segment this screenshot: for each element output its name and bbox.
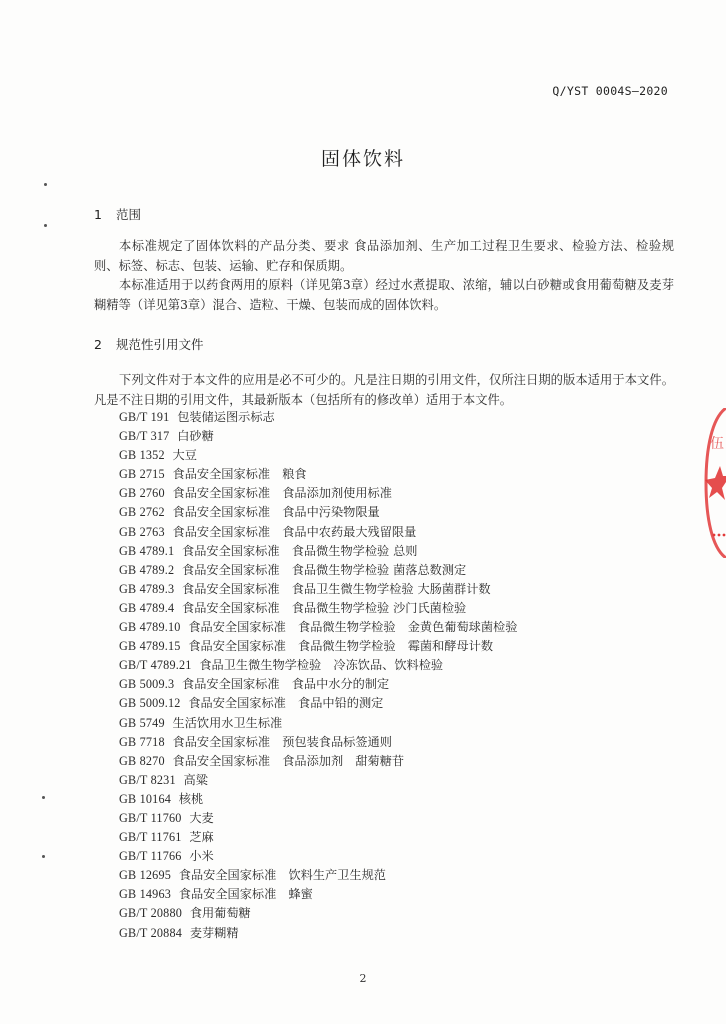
- page-number: 2: [359, 972, 367, 985]
- reference-title: 食品安全国家标准 食品微生物学检验 总则: [182, 543, 418, 558]
- reference-title: 食品安全国家标准 饮料生产卫生规范: [178, 868, 386, 883]
- scan-speck: [44, 224, 47, 227]
- section-number: 1: [94, 207, 102, 222]
- reference-title: 食品安全国家标准 粮食: [172, 467, 307, 482]
- reference-code: GB 4789.1: [119, 543, 175, 558]
- reference-separator: [165, 467, 173, 481]
- reference-code: GB/T 191: [119, 410, 170, 424]
- reference-item: [119, 427, 517, 446]
- reference-separator: [182, 906, 190, 920]
- reference-code: GB 2760: [119, 486, 165, 501]
- reference-item: [119, 580, 517, 599]
- reference-code: GB 7718: [119, 734, 165, 749]
- reference-separator: [165, 525, 173, 539]
- scope-paragraph-1: 本标准规定了固体饮料的产品分类、要求 食品添加剂、生产加工过程卫生要求、检验方法、检验规则、标签、标志、包装、运输、贮存和保质期。: [94, 239, 674, 273]
- reference-item: [119, 847, 517, 866]
- reference-code: GB 14963: [119, 887, 172, 902]
- section-title: 规范性引用文件: [116, 337, 204, 352]
- reference-separator: [176, 773, 184, 787]
- reference-code: GB 4789.2: [119, 562, 175, 577]
- reference-item: [119, 924, 517, 943]
- reference-code: GB 4789.3: [119, 581, 175, 596]
- reference-item: [119, 618, 517, 637]
- reference-item: [119, 790, 517, 809]
- reference-code: GB 2762: [119, 505, 165, 520]
- reference-item: [119, 809, 517, 828]
- reference-title: 食品安全国家标准 食品中水分的制定: [182, 677, 390, 692]
- reference-item: [119, 771, 517, 790]
- reference-title: 食品安全国家标准 食品微生物学检验 霉菌和酵母计数: [188, 639, 494, 654]
- reference-separator: [171, 868, 179, 882]
- reference-item: [119, 828, 517, 847]
- reference-title: 核桃: [178, 791, 204, 806]
- scan-speck: [42, 855, 45, 858]
- reference-title: 食品安全国家标准 食品中铅的测定: [188, 696, 384, 711]
- reference-item: [119, 465, 517, 484]
- reference-separator: [174, 601, 182, 615]
- reference-item: [119, 866, 517, 885]
- reference-title: 食品安全国家标准 食品微生物学检验 沙门氏菌检验: [182, 600, 467, 615]
- reference-title: 食用葡萄糖: [189, 906, 251, 921]
- reference-title: 食品安全国家标准 食品中污染物限量: [172, 505, 380, 520]
- reference-list: [119, 408, 517, 943]
- reference-title: 食品安全国家标准 预包装食品标签通则: [172, 734, 392, 749]
- reference-item: [119, 714, 517, 733]
- reference-code: GB 5009.3: [119, 677, 175, 692]
- reference-item: [119, 694, 517, 713]
- scope-paragraph-2: 本标准适用于以药食两用的原料（详见第3章）经过水煮提取、浓缩，辅以白砂糖或食用葡萄糖及麦芽糊精等（详见第3章）混合、造粒、干燥、包装而成的固体饮料。: [94, 278, 674, 312]
- reference-title: 小米: [189, 849, 214, 864]
- reference-title: 食品安全国家标准 食品添加剂使用标准: [172, 486, 392, 501]
- reference-item: [119, 561, 517, 580]
- reference-item: [119, 408, 517, 427]
- reference-code: GB 4789.10: [119, 620, 181, 635]
- reference-separator: [182, 926, 190, 940]
- reference-code: GB 2763: [119, 524, 165, 539]
- reference-title: 包装储运图示标志: [177, 410, 275, 424]
- reference-item: [119, 542, 517, 561]
- reference-separator: [171, 887, 179, 901]
- reference-title: 食品安全国家标准 食品微生物学检验 金黄色葡萄球菌检验: [188, 620, 518, 635]
- reference-code: GB 4789.15: [119, 639, 181, 654]
- reference-separator: [165, 735, 173, 749]
- scan-speck: [42, 796, 45, 799]
- reference-code: GB/T 11766: [119, 849, 182, 864]
- reference-item: [119, 446, 517, 465]
- reference-code: GB/T 20884: [119, 925, 183, 940]
- reference-item: [119, 523, 517, 542]
- reference-separator: [174, 582, 182, 596]
- references-intro-paragraph: 下列文件对于本文件的应用是必不可少的。凡是注日期的引用文件，仅所注日期的版本适用于本文件。凡是不注日期的引用文件，其最新版本（包括所有的修改单）适用于本文件。: [94, 373, 674, 407]
- reference-code: GB 8270: [119, 753, 165, 768]
- reference-title: 食品安全国家标准 食品添加剂 甜菊糖苷: [172, 753, 405, 768]
- reference-title: 麦芽糊精: [189, 925, 239, 940]
- reference-item: [119, 503, 517, 522]
- reference-title: 食品安全国家标准 食品微生物学检验 菌落总数测定: [182, 562, 467, 577]
- reference-code: GB/T 8231: [119, 772, 176, 787]
- reference-separator: [165, 716, 173, 730]
- reference-separator: [165, 754, 173, 768]
- reference-code: GB 4789.4: [119, 600, 175, 615]
- reference-separator: [174, 544, 182, 558]
- section-heading-scope: [94, 205, 141, 223]
- reference-code: GB/T 11760: [119, 810, 182, 825]
- reference-separator: [174, 563, 182, 577]
- scan-speck: [44, 183, 47, 186]
- reference-item: [119, 675, 517, 694]
- reference-title: 食品安全国家标准 蜂蜜: [178, 887, 313, 902]
- reference-item: [119, 904, 517, 923]
- reference-item: [119, 599, 517, 618]
- document-title: 固体饮料: [320, 148, 405, 170]
- reference-title: 生活饮用水卫生标准: [172, 715, 283, 730]
- seal-stamp-fragment: [700, 408, 726, 558]
- reference-item: [119, 637, 517, 656]
- section-number: 2: [94, 337, 102, 352]
- reference-title: 食品安全国家标准 食品中农药最大残留限量: [172, 524, 417, 539]
- reference-item: [119, 885, 517, 904]
- section-title: 范围: [116, 207, 142, 222]
- reference-code: GB 5749: [119, 715, 165, 730]
- reference-item: [119, 656, 517, 675]
- reference-separator: [165, 486, 173, 500]
- reference-title: 大豆: [172, 448, 197, 463]
- reference-title: 白砂糖: [177, 429, 214, 444]
- reference-separator: [165, 505, 173, 519]
- reference-item: [119, 484, 517, 503]
- reference-separator: [165, 448, 173, 462]
- reference-title: 芝麻: [189, 830, 214, 845]
- reference-item: [119, 733, 517, 752]
- reference-title: 大麦: [189, 810, 214, 825]
- reference-code: GB/T 317: [119, 429, 170, 444]
- section-heading-normative-references: [94, 335, 204, 353]
- reference-item: [119, 752, 517, 771]
- svg-text:伍: 伍: [710, 436, 724, 452]
- reference-code: GB 5009.12: [119, 696, 181, 711]
- reference-title: 高粱: [183, 772, 208, 787]
- reference-code: GB/T 20880: [119, 906, 183, 921]
- reference-code: GB 10164: [119, 791, 172, 806]
- reference-title: 食品卫生微生物学检验 冷冻饮品、饮料检验: [199, 658, 444, 673]
- reference-code: GB 1352: [119, 448, 165, 463]
- reference-code: GB/T 4789.21: [119, 658, 192, 673]
- reference-separator: [174, 677, 182, 691]
- reference-code: GB/T 11761: [119, 830, 182, 845]
- reference-code: GB 2715: [119, 467, 165, 482]
- reference-title: 食品安全国家标准 食品卫生微生物学检验 大肠菌群计数: [182, 581, 491, 596]
- document-code: Q/YST 0004S—2020: [552, 84, 668, 98]
- reference-code: GB 12695: [119, 868, 172, 883]
- reference-separator: [171, 792, 179, 806]
